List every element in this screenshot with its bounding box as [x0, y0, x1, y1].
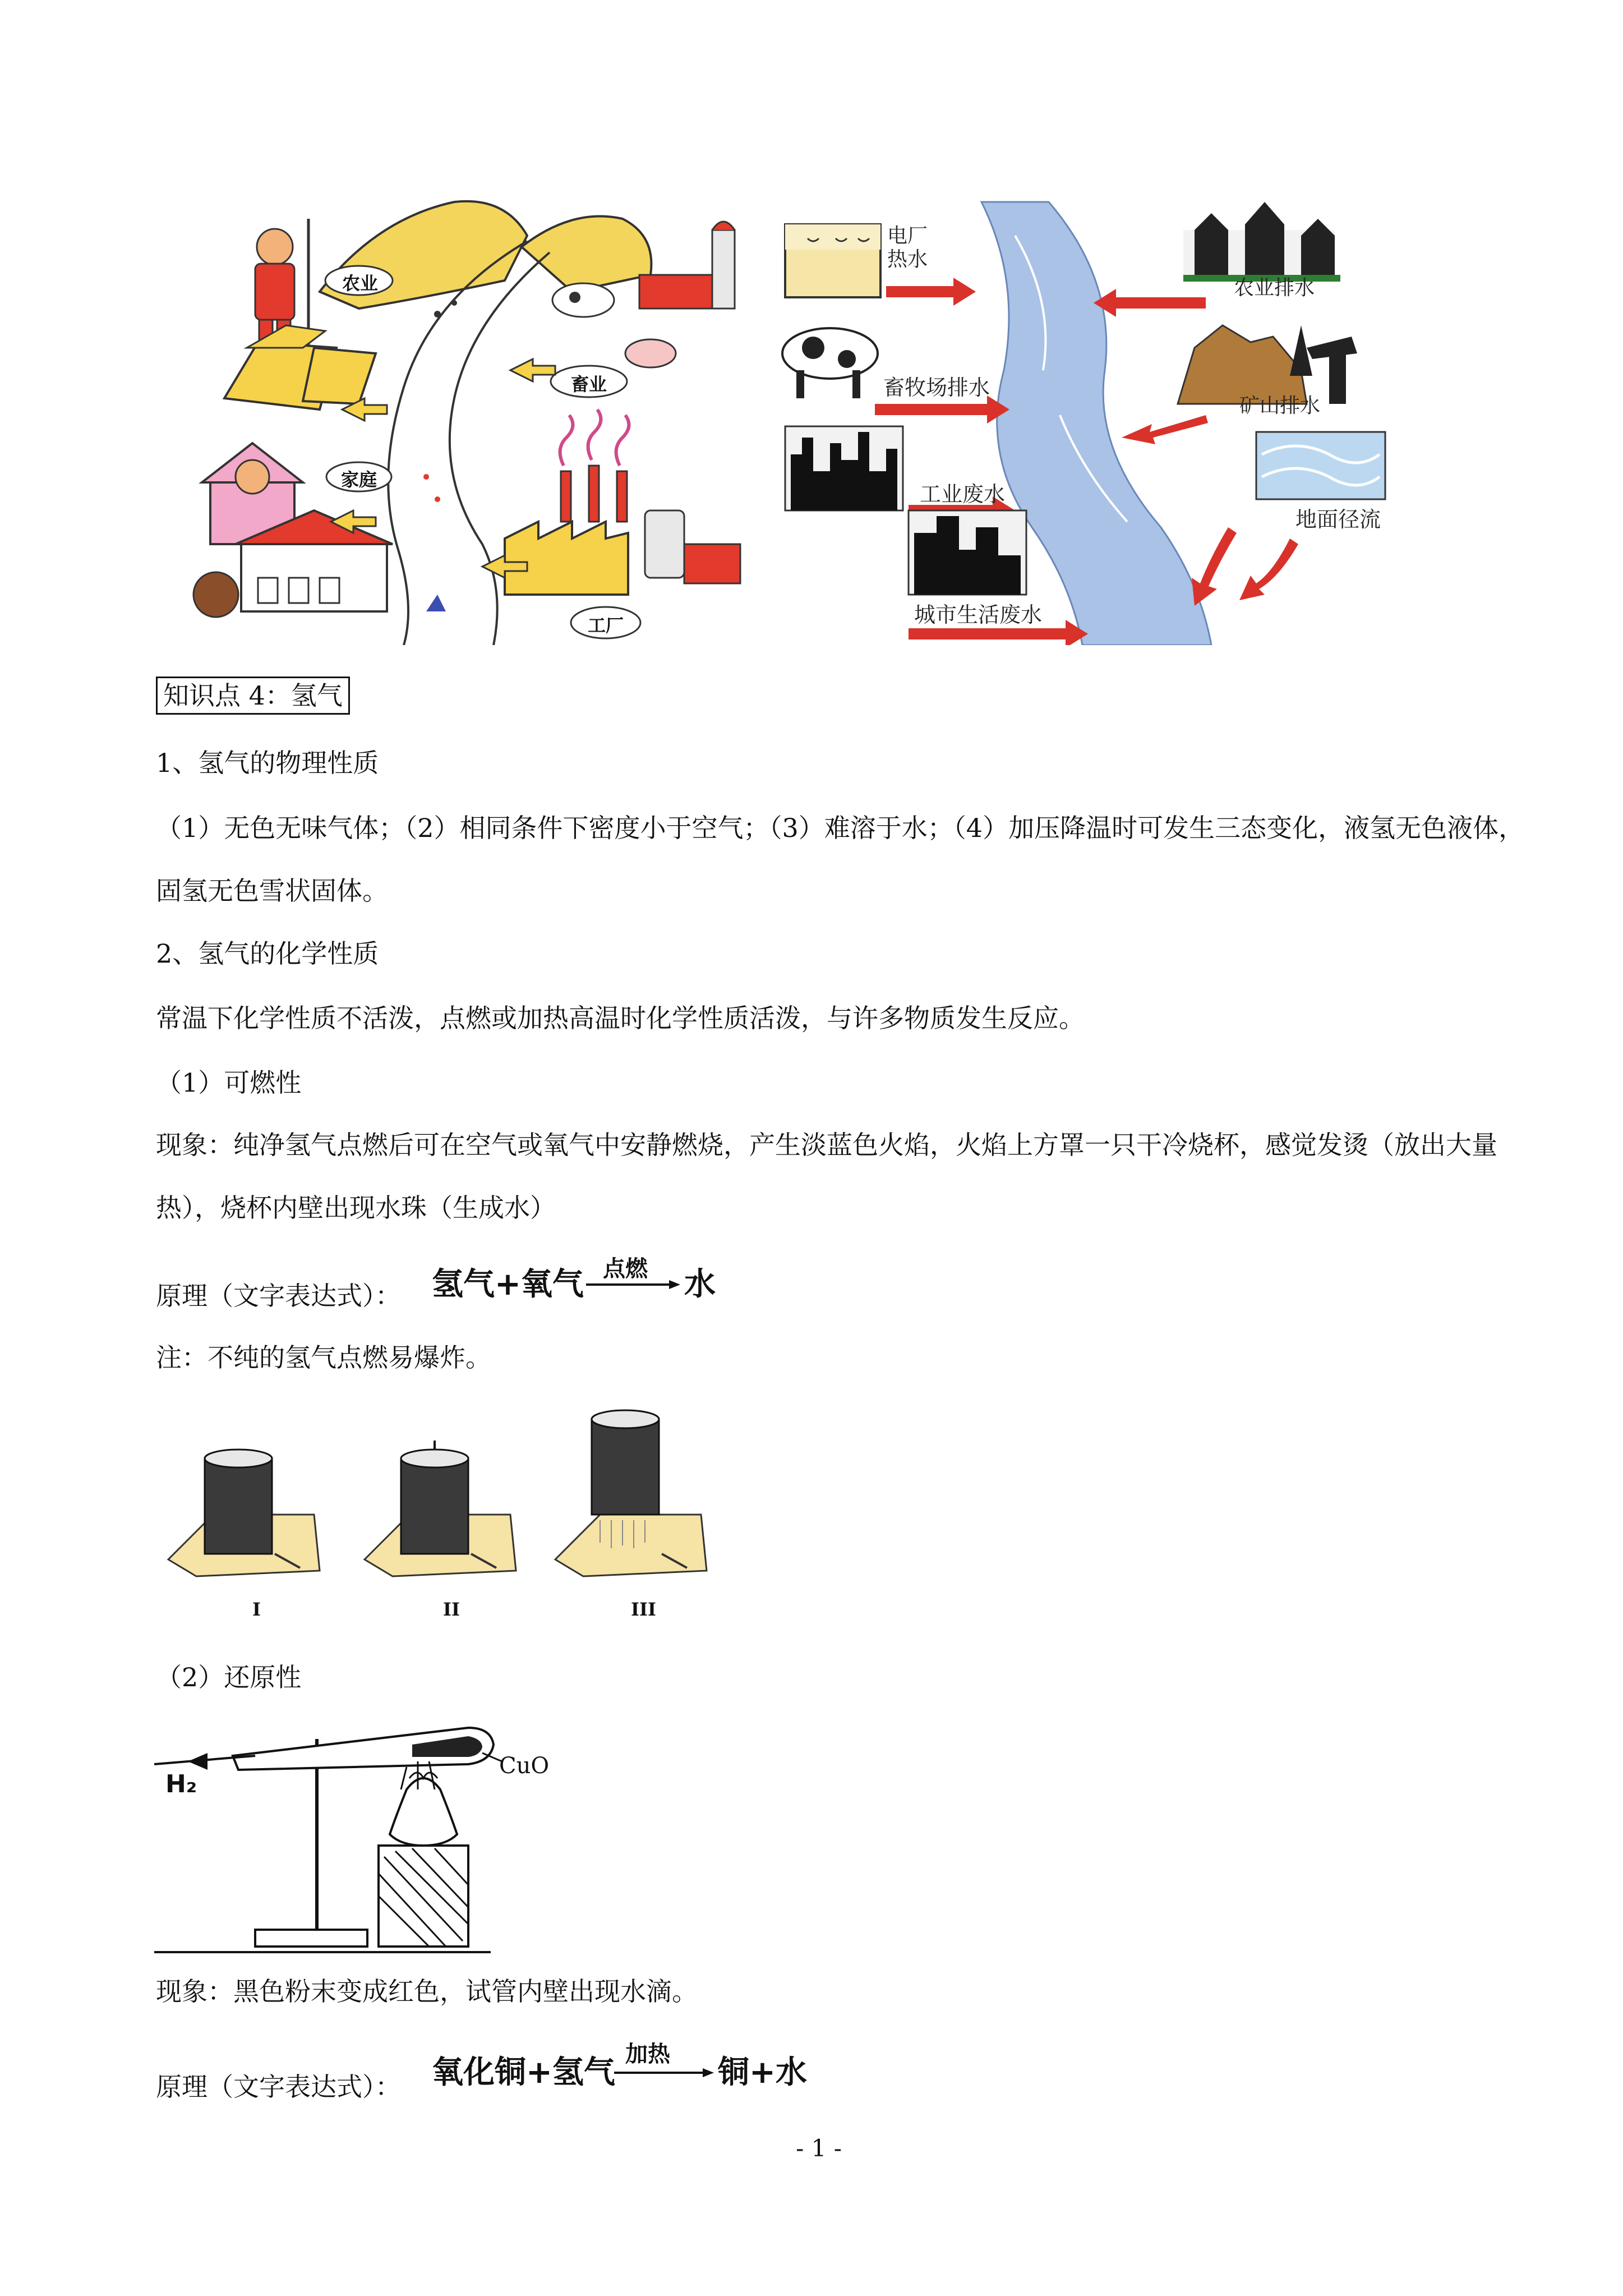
combustion-equation-left: 氢气+氧气: [432, 1266, 584, 1303]
chemical-properties-heading: 2、氢气的化学性质: [156, 938, 379, 969]
section-title: 知识点 4：氢气: [156, 679, 350, 712]
label-power-plant: 电厂热水: [887, 224, 928, 271]
reduction-equation-arrow: [614, 2067, 715, 2078]
label-cuo: CuO: [499, 1753, 550, 1779]
combustion-principle-label: 原理（文字表达式）：: [156, 1281, 401, 1311]
label-farm-drain: 农业排水: [1234, 277, 1315, 300]
chemical-properties-body: 常温下化学性质不活泼，点燃或加热高温时化学性质活泼，与许多物质发生反应。: [156, 1003, 1085, 1033]
label-agriculture: 农业: [342, 273, 379, 294]
label-industrial-waste: 工业废水: [920, 482, 1006, 507]
river-pollution-figure: [768, 191, 1408, 645]
label-beaker-2: II: [443, 1599, 460, 1620]
hydrogen-reduction-apparatus: [154, 1705, 580, 1963]
label-household: 家庭: [341, 469, 377, 490]
label-factory: 工厂: [588, 615, 624, 636]
physical-properties-heading: 1、氢气的物理性质: [156, 748, 379, 778]
label-mine-drain: 矿山排水: [1239, 394, 1321, 417]
combustion-equation-condition: 点燃: [603, 1256, 648, 1282]
physical-properties-body: （1）无色无味气体；（2）相同条件下密度小于空气；（3）难溶于水；（4）加压降温时可发生三态变化，液氢无色液体，固氢无色雪状固体。: [156, 813, 1525, 906]
reduction-equation-left: 氧化铜+氢气: [432, 2054, 615, 2091]
beaker-experiment-figure: [157, 1408, 718, 1632]
reducibility-heading: （2）还原性: [156, 1662, 302, 1692]
label-beaker-3: III: [631, 1599, 656, 1620]
combustion-equation-right: 水: [684, 1266, 716, 1303]
reduction-principle-label: 原理（文字表达式）：: [156, 2072, 401, 2102]
label-urban-sewage: 城市生活废水: [914, 602, 1043, 627]
label-surface-runoff: 地面径流: [1295, 507, 1381, 532]
combustibility-heading: （1）可燃性: [156, 1068, 302, 1098]
reduction-phenomenon: 现象：黑色粉末变成红色，试管内壁出现水滴。: [156, 1976, 698, 2007]
label-beaker-1: I: [252, 1599, 261, 1620]
label-livestock-drain: 畜牧场排水: [883, 375, 990, 400]
combustion-note: 注：不纯的氢气点燃易爆炸。: [156, 1342, 491, 1373]
combustion-equation-arrow: [586, 1279, 681, 1290]
combustion-phenomenon: 现象：纯净氢气点燃后可在空气或氧气中安静燃烧，产生淡蓝色火焰，火焰上方罩一只干冷烧杯，感觉发烫（放出大量热），烧杯内壁出现水珠（生成水）: [156, 1130, 1497, 1223]
page-number: - 1 -: [796, 2134, 842, 2162]
reduction-equation-condition: 加热: [625, 2041, 670, 2067]
reduction-equation-right: 铜+水: [718, 2054, 807, 2091]
label-h2: H₂: [165, 1770, 197, 1798]
pollution-sources-figure: [191, 185, 751, 645]
label-livestock: 畜业: [571, 374, 607, 395]
